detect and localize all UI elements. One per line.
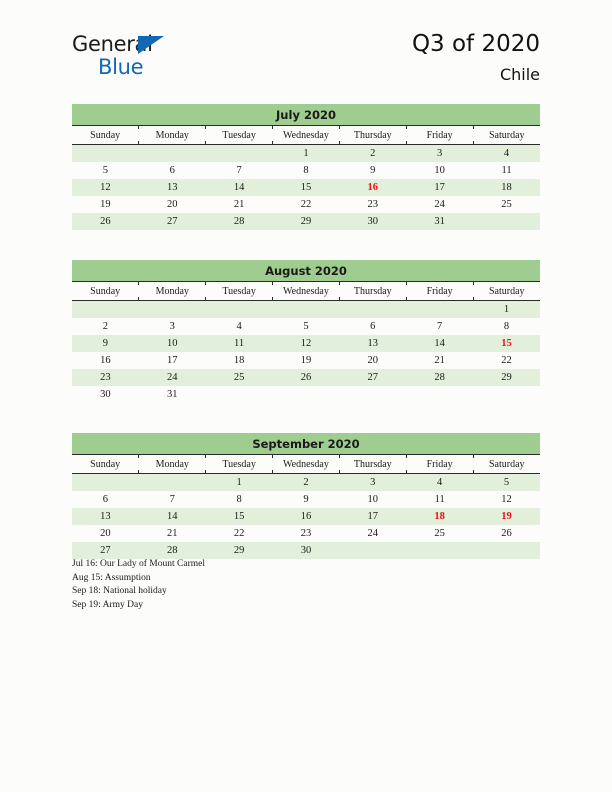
month-block [72,433,540,559]
day-cell[interactable]: 28 [139,542,206,559]
day-cell[interactable]: 3 [406,145,473,163]
day-cell[interactable]: 16 [273,508,340,525]
day-cell-holiday[interactable]: 18 [406,508,473,525]
month-title-row [72,104,540,126]
month-block [72,260,540,403]
day-cell[interactable]: 29 [206,542,273,559]
day-cell[interactable]: 11 [406,491,473,508]
day-cell-holiday[interactable]: 16 [339,179,406,196]
day-cell[interactable]: 4 [406,474,473,492]
day-cell[interactable]: 6 [339,318,406,335]
day-cell[interactable]: 27 [139,213,206,230]
week-row [72,542,540,559]
day-cell-empty [139,474,206,492]
day-cell[interactable]: 10 [139,335,206,352]
day-cell[interactable]: 4 [206,318,273,335]
day-cell[interactable]: 17 [406,179,473,196]
day-cell-empty [406,301,473,319]
day-cell[interactable]: 29 [473,369,540,386]
day-cell[interactable]: 10 [339,491,406,508]
weekday-header-thursday: Thursday [339,455,406,474]
day-cell[interactable]: 22 [473,352,540,369]
day-cell[interactable]: 9 [273,491,340,508]
day-cell[interactable]: 24 [339,525,406,542]
day-cell[interactable]: 2 [72,318,139,335]
day-cell[interactable]: 13 [72,508,139,525]
week-row [72,335,540,352]
day-cell[interactable]: 5 [72,162,139,179]
day-cell-empty [139,301,206,319]
week-row [72,474,540,492]
weekday-header-sunday: Sunday [72,455,139,474]
day-cell-holiday[interactable]: 19 [473,508,540,525]
day-cell[interactable]: 26 [473,525,540,542]
month-calendar-table [72,104,540,230]
weekday-header-tuesday: Tuesday [206,126,273,145]
brand-name-blue: Blue [98,55,144,79]
day-cell[interactable]: 24 [139,369,206,386]
day-cell[interactable]: 13 [339,335,406,352]
day-cell[interactable]: 5 [273,318,340,335]
week-row [72,213,540,230]
week-row [72,491,540,508]
month-calendar-table [72,433,540,559]
day-cell[interactable]: 10 [406,162,473,179]
weekday-header-thursday: Thursday [339,126,406,145]
day-cell[interactable]: 12 [473,491,540,508]
day-cell[interactable]: 5 [473,474,540,492]
day-cell[interactable]: 28 [206,213,273,230]
day-cell[interactable]: 18 [206,352,273,369]
week-row [72,145,540,163]
day-cell[interactable]: 30 [72,386,139,403]
day-cell[interactable]: 8 [273,162,340,179]
day-cell-empty [139,145,206,163]
day-cell-empty [273,301,340,319]
day-cell[interactable]: 1 [273,145,340,163]
weekday-header-row [72,126,540,145]
day-cell-empty [72,474,139,492]
day-cell-empty [339,386,406,403]
day-cell-empty [473,386,540,403]
weekday-header-friday: Friday [406,126,473,145]
day-cell[interactable]: 9 [72,335,139,352]
day-cell-empty [206,301,273,319]
day-cell[interactable]: 15 [206,508,273,525]
day-cell[interactable]: 2 [339,145,406,163]
day-cell[interactable]: 20 [139,196,206,213]
day-cell[interactable]: 23 [72,369,139,386]
month-block [72,104,540,230]
holiday-legend-item: Aug 15: Assumption [72,572,151,583]
day-cell[interactable]: 2 [273,474,340,492]
day-cell-empty [473,213,540,230]
week-row [72,352,540,369]
weekday-header-wednesday: Wednesday [273,126,340,145]
title-block [412,30,540,86]
day-cell[interactable]: 18 [473,179,540,196]
week-row [72,162,540,179]
week-row [72,196,540,213]
day-cell-empty [206,145,273,163]
day-cell[interactable]: 30 [339,213,406,230]
triangle-icon [138,36,164,54]
week-row [72,525,540,542]
day-cell[interactable]: 27 [339,369,406,386]
weekday-header-saturday: Saturday [473,282,540,301]
weekday-header-friday: Friday [406,282,473,301]
page-title: Q3 of 2020 [411,31,540,57]
day-cell[interactable]: 14 [206,179,273,196]
day-cell[interactable]: 13 [139,179,206,196]
week-row [72,179,540,196]
day-cell-empty [72,145,139,163]
month-title: August 2020 [72,260,540,282]
month-calendar-table [72,260,540,403]
day-cell[interactable]: 8 [206,491,273,508]
weekday-header-thursday: Thursday [339,282,406,301]
day-cell[interactable]: 21 [139,525,206,542]
day-cell[interactable]: 15 [273,179,340,196]
day-cell[interactable]: 25 [206,369,273,386]
weekday-header-saturday: Saturday [473,455,540,474]
day-cell[interactable]: 22 [206,525,273,542]
day-cell-empty [273,386,340,403]
brand-logo [72,32,262,84]
day-cell-empty [473,542,540,559]
day-cell[interactable]: 21 [406,352,473,369]
day-cell[interactable]: 17 [339,508,406,525]
day-cell[interactable]: 20 [339,352,406,369]
month-title: July 2020 [72,104,540,126]
day-cell[interactable]: 25 [473,196,540,213]
holiday-legend [72,558,512,612]
day-cell[interactable]: 19 [273,352,340,369]
day-cell[interactable]: 31 [406,213,473,230]
day-cell[interactable]: 14 [406,335,473,352]
day-cell[interactable]: 11 [473,162,540,179]
day-cell[interactable]: 25 [406,525,473,542]
month-title-row [72,260,540,282]
day-cell[interactable]: 1 [206,474,273,492]
day-cell[interactable]: 1 [473,301,540,319]
day-cell-empty [339,542,406,559]
day-cell[interactable]: 6 [139,162,206,179]
day-cell[interactable]: 7 [206,162,273,179]
weekday-header-sunday: Sunday [72,126,139,145]
week-row [72,386,540,403]
day-cell[interactable]: 7 [406,318,473,335]
day-cell[interactable]: 8 [473,318,540,335]
page-header [0,0,612,100]
day-cell[interactable]: 27 [72,542,139,559]
day-cell[interactable]: 9 [339,162,406,179]
weekday-header-tuesday: Tuesday [206,282,273,301]
month-title-row [72,433,540,455]
day-cell[interactable]: 7 [139,491,206,508]
day-cell-empty [406,542,473,559]
day-cell-empty [206,386,273,403]
day-cell[interactable]: 23 [273,525,340,542]
day-cell[interactable]: 19 [72,196,139,213]
day-cell[interactable]: 31 [139,386,206,403]
day-cell[interactable]: 22 [273,196,340,213]
day-cell[interactable]: 30 [273,542,340,559]
weekday-header-saturday: Saturday [473,126,540,145]
brand-name-general: General [72,32,153,56]
day-cell[interactable]: 29 [273,213,340,230]
day-cell[interactable]: 14 [139,508,206,525]
day-cell[interactable]: 26 [72,213,139,230]
weekday-header-wednesday: Wednesday [273,455,340,474]
day-cell-empty [72,301,139,319]
day-cell-holiday[interactable]: 15 [473,335,540,352]
day-cell[interactable]: 16 [72,352,139,369]
month-title: September 2020 [72,433,540,455]
quarter-calendars [72,104,540,589]
weekday-header-row [72,455,540,474]
weekday-header-monday: Monday [139,126,206,145]
day-cell[interactable]: 3 [339,474,406,492]
week-row [72,369,540,386]
week-row [72,301,540,319]
weekday-header-row [72,282,540,301]
weekday-header-tuesday: Tuesday [206,455,273,474]
weekday-header-monday: Monday [139,282,206,301]
day-cell[interactable]: 21 [206,196,273,213]
weekday-header-friday: Friday [406,455,473,474]
day-cell[interactable]: 26 [273,369,340,386]
week-row [72,508,540,525]
day-cell[interactable]: 12 [72,179,139,196]
day-cell-empty [339,301,406,319]
day-cell[interactable]: 17 [139,352,206,369]
day-cell[interactable]: 4 [473,145,540,163]
day-cell[interactable]: 12 [273,335,340,352]
week-row [72,318,540,335]
weekday-header-wednesday: Wednesday [273,282,340,301]
day-cell[interactable]: 6 [72,491,139,508]
holiday-legend-item: Sep 19: Army Day [72,599,143,610]
day-cell[interactable]: 3 [139,318,206,335]
holiday-legend-item: Jul 16: Our Lady of Mount Carmel [72,559,205,569]
weekday-header-sunday: Sunday [72,282,139,301]
day-cell[interactable]: 20 [72,525,139,542]
day-cell[interactable]: 24 [406,196,473,213]
day-cell[interactable]: 11 [206,335,273,352]
day-cell-empty [406,386,473,403]
weekday-header-monday: Monday [139,455,206,474]
page-subtitle: Chile [499,65,540,84]
day-cell[interactable]: 28 [406,369,473,386]
day-cell[interactable]: 23 [339,196,406,213]
holiday-legend-item: Sep 18: National holiday [72,586,167,596]
